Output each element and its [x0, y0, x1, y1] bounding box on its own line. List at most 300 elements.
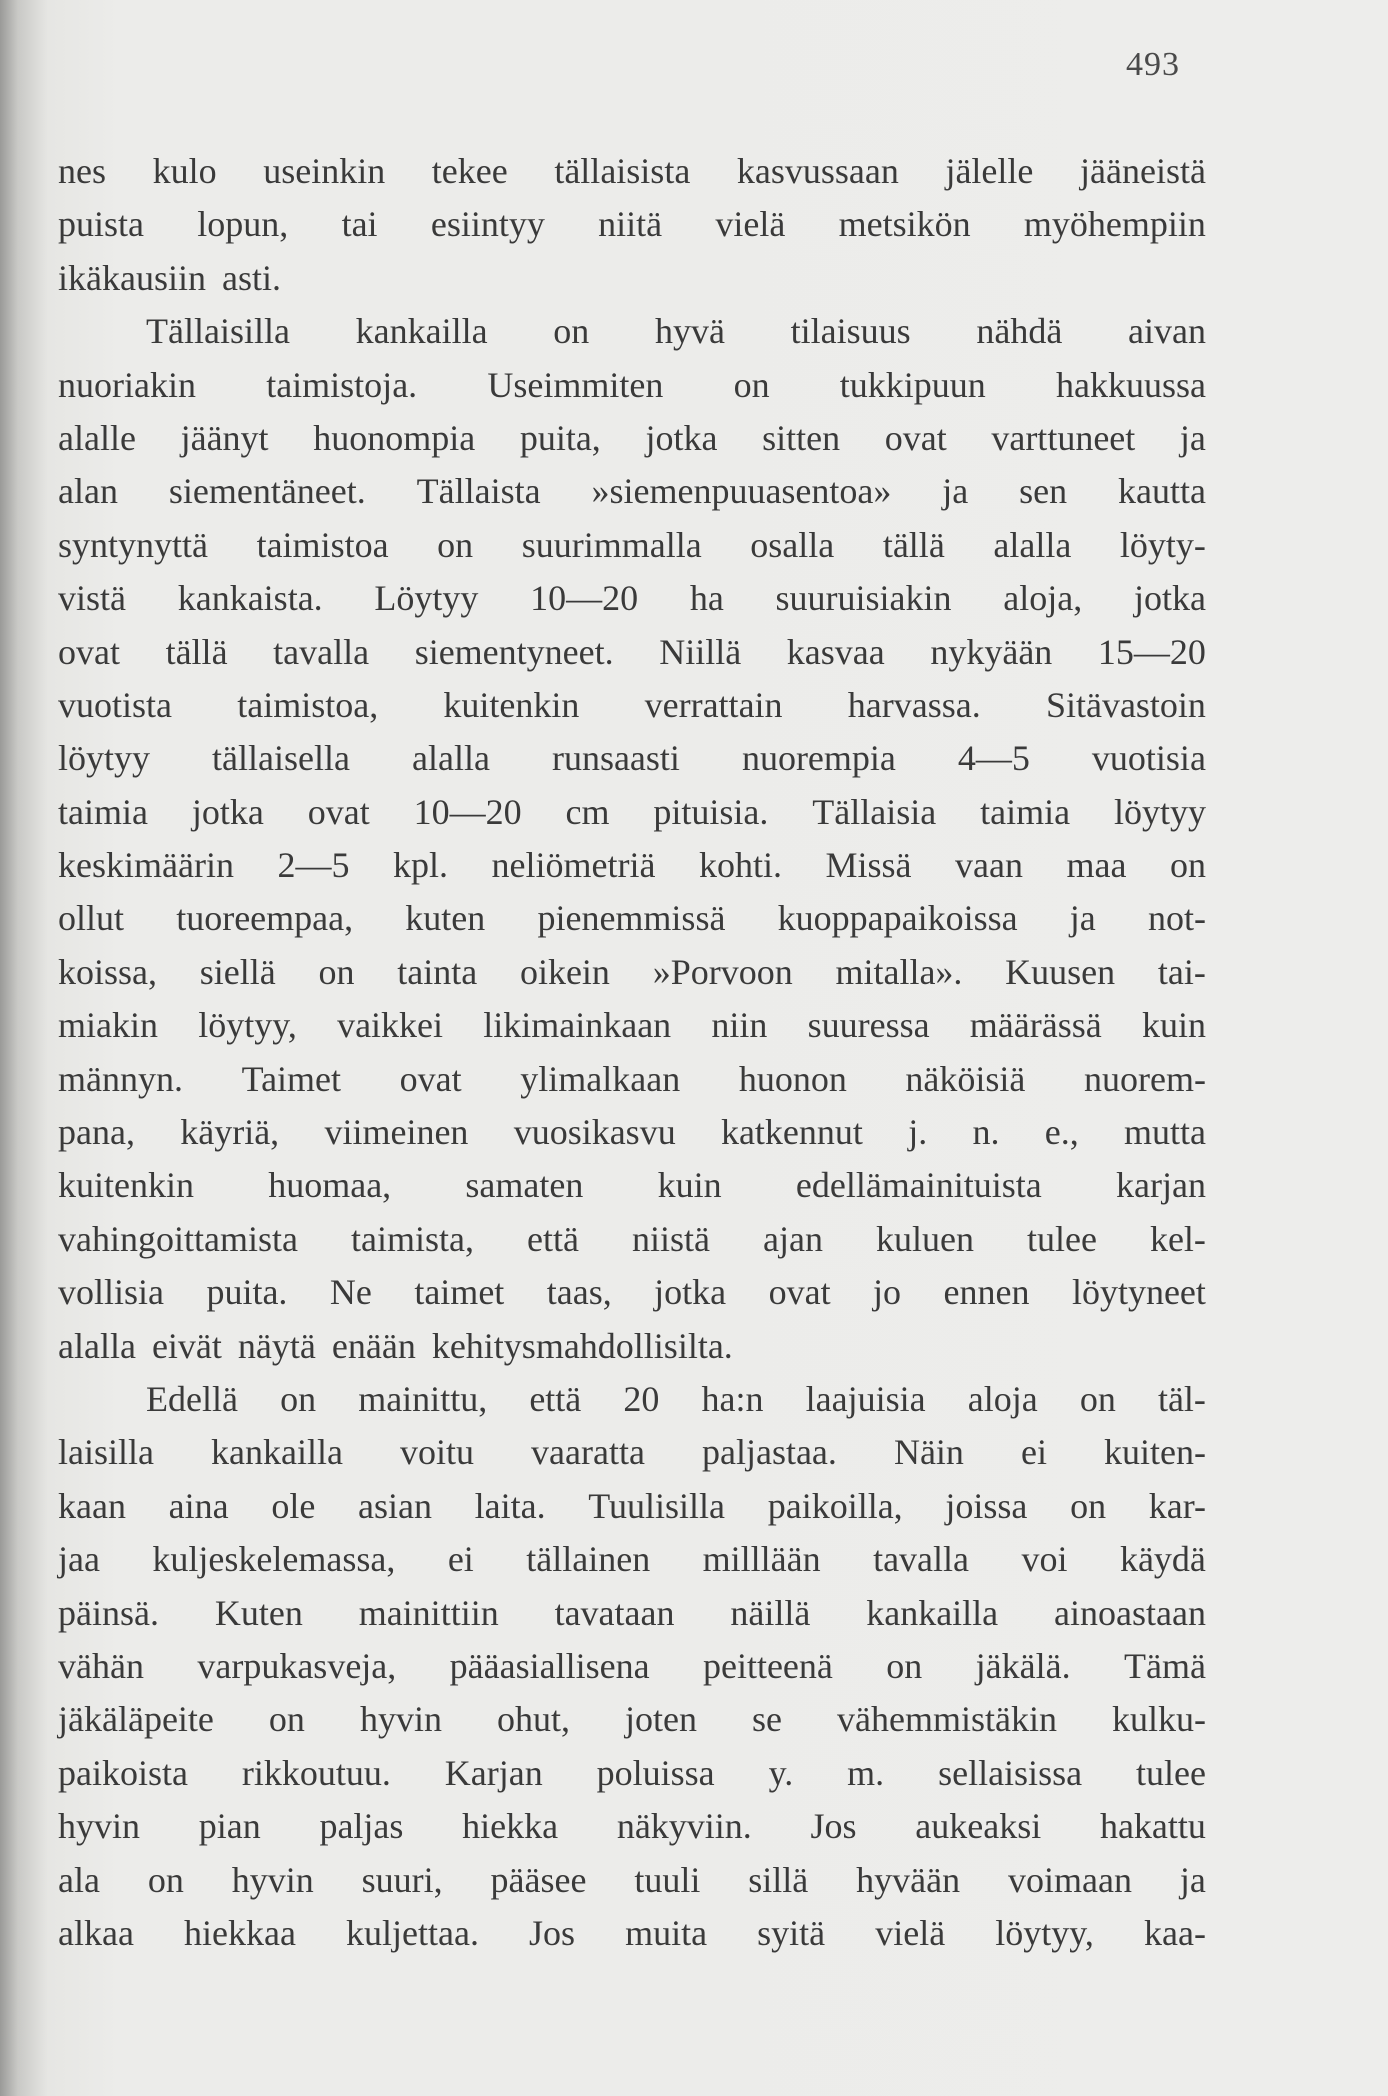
word: mainittiin — [358, 1592, 499, 1633]
word: muita — [625, 1912, 708, 1953]
word: asian — [357, 1485, 432, 1526]
word: sillä — [748, 1859, 809, 1900]
word: tällaisista — [554, 151, 691, 191]
word: ennen — [943, 1272, 1030, 1313]
text-line — [58, 1747, 1206, 1800]
word: kautta — [1118, 471, 1206, 512]
text-line — [58, 1266, 1206, 1319]
word: 10—20 — [530, 578, 639, 619]
word: alalla — [58, 1325, 136, 1366]
word: ha — [689, 578, 724, 619]
word: Näin — [893, 1432, 964, 1473]
word: vistä — [58, 578, 126, 619]
word: kankailla — [211, 1432, 343, 1473]
word: käydä — [1119, 1539, 1206, 1580]
word: nuorempia — [741, 738, 896, 779]
text-line — [58, 1640, 1206, 1693]
word: hyvä — [654, 311, 725, 352]
word: ovat — [768, 1272, 831, 1313]
page-number: 493 — [1126, 46, 1180, 83]
word: Tuulisilla — [588, 1485, 726, 1526]
word: jääneistä — [1080, 151, 1206, 191]
text-line — [58, 1373, 1206, 1426]
word: kohti. — [698, 845, 782, 886]
word: jäkälä. — [975, 1645, 1071, 1686]
word: Tällaisia — [812, 791, 937, 832]
word: paljas — [319, 1806, 404, 1847]
word: myöhempiin — [1023, 204, 1206, 245]
word: niin — [711, 1005, 768, 1046]
text-line — [58, 1320, 1206, 1373]
word: Tämä — [1124, 1645, 1206, 1686]
word: y. — [768, 1752, 794, 1793]
word: ohut, — [496, 1699, 570, 1740]
word: tukkipuun — [839, 364, 986, 405]
word: ovat — [884, 417, 947, 458]
word: suuruisiakin — [775, 578, 952, 619]
word: syntynyttä — [58, 524, 208, 565]
word: on — [1170, 845, 1206, 886]
word: vaaratta — [531, 1432, 645, 1473]
word: mainittu, — [358, 1378, 488, 1419]
word: on — [318, 951, 355, 992]
word: likimainkaan — [483, 1005, 672, 1046]
word: kaa- — [1143, 1912, 1206, 1953]
word: taimistoa — [256, 524, 389, 565]
word: pituisia. — [653, 791, 769, 832]
word: 4—5 — [957, 738, 1030, 779]
word: tällä — [165, 631, 228, 672]
word: jälelle — [945, 151, 1034, 191]
word: kuljeskelemassa, — [152, 1539, 396, 1580]
word: harvassa. — [847, 684, 981, 725]
word: kaan — [58, 1485, 126, 1526]
word: paikoista — [58, 1752, 188, 1793]
word: huonon — [738, 1058, 847, 1099]
word: tulee — [1026, 1218, 1097, 1259]
word: nes — [58, 151, 106, 191]
word: syitä — [757, 1912, 826, 1953]
word: alkaa — [58, 1912, 134, 1953]
text-line — [58, 465, 1206, 518]
word: jotka — [645, 417, 718, 458]
word: näytä — [237, 1325, 316, 1366]
word: tavalla — [873, 1539, 970, 1580]
word: Sitävastoin — [1045, 684, 1206, 725]
word: jäänyt — [180, 417, 269, 458]
word: on — [733, 364, 770, 405]
word: maa — [1066, 845, 1127, 886]
word: sellaisissa — [938, 1752, 1083, 1793]
word: ainoastaan — [1054, 1592, 1206, 1633]
word: taimistoa, — [237, 684, 379, 725]
word: laita. — [474, 1485, 546, 1526]
word: kasvaa — [786, 631, 885, 672]
word: ja — [1179, 1859, 1206, 1900]
word: vielä — [875, 1912, 946, 1953]
word: voi — [1021, 1539, 1068, 1580]
word: nähdä — [976, 311, 1063, 352]
word: kel- — [1149, 1218, 1206, 1259]
word: joissa — [945, 1485, 1028, 1526]
word: määrässä — [969, 1005, 1102, 1046]
word: alalla — [411, 738, 490, 779]
word: taimet — [414, 1272, 505, 1313]
word: käyriä, — [180, 1112, 280, 1153]
word: jaa — [58, 1539, 100, 1580]
word: on — [553, 311, 590, 352]
word: ikäkausiin — [58, 257, 206, 298]
word: kar- — [1148, 1485, 1206, 1526]
word: löytyy — [1113, 791, 1206, 832]
word: siementyneet. — [414, 631, 614, 672]
word: hiekka — [462, 1806, 559, 1847]
word: pana, — [58, 1112, 135, 1153]
word: on — [1079, 1378, 1116, 1419]
word: Jos — [810, 1806, 857, 1847]
text-line — [58, 519, 1206, 572]
word: näillä — [730, 1592, 811, 1633]
word: kpl. — [392, 845, 448, 886]
word: osalla — [750, 524, 835, 565]
word: huomaa, — [268, 1165, 392, 1206]
word: hiekkaa — [184, 1912, 296, 1953]
word: tainta — [397, 951, 478, 992]
word: puista — [58, 204, 144, 245]
word: kuin — [1141, 1005, 1206, 1046]
word: päinsä. — [58, 1592, 159, 1633]
word: Tällaista — [416, 471, 541, 512]
word: mutta — [1123, 1112, 1206, 1153]
word: koissa, — [58, 951, 157, 992]
word: sen — [1019, 471, 1068, 512]
word: »Porvoon — [652, 951, 793, 992]
word: taimista, — [350, 1218, 474, 1259]
word: vielä — [715, 204, 786, 245]
text-line — [58, 1533, 1206, 1586]
text-line — [58, 999, 1206, 1052]
word: vaikkei — [337, 1005, 444, 1046]
word: j. — [908, 1112, 928, 1153]
word: näkyviin. — [616, 1806, 752, 1847]
text-line — [58, 1053, 1206, 1106]
text-line — [58, 1693, 1206, 1746]
word: hyvään — [856, 1859, 961, 1900]
word: vuotisia — [1091, 738, 1206, 779]
word: runsaasti — [551, 738, 680, 779]
text-line — [58, 198, 1206, 251]
word: kankaista. — [177, 578, 323, 619]
word: e., — [1044, 1112, 1079, 1153]
word: on — [147, 1859, 184, 1900]
word: ei — [447, 1539, 474, 1580]
word: hyvin — [58, 1806, 141, 1847]
word: ala — [58, 1859, 100, 1900]
text-line — [58, 1213, 1206, 1266]
text-line — [58, 1159, 1206, 1212]
word: edellämainituista — [795, 1165, 1042, 1206]
word: tällä — [882, 524, 945, 565]
text-line — [58, 1587, 1206, 1640]
word: tekee — [431, 151, 508, 191]
text-line — [58, 679, 1206, 732]
word: voimaan — [1008, 1859, 1132, 1900]
word: jotka — [191, 791, 264, 832]
text-line — [58, 359, 1206, 412]
word: paikoilla, — [767, 1485, 903, 1526]
word: Tällaisilla — [146, 311, 290, 352]
word: vaan — [955, 845, 1023, 886]
text-line — [58, 1426, 1206, 1479]
word: vähemmistäkin — [837, 1699, 1057, 1740]
word: nykyään — [930, 631, 1053, 672]
word: miakin — [58, 1005, 158, 1046]
word: suurimmalla — [521, 524, 702, 565]
word: puita. — [206, 1272, 288, 1313]
word: ylimalkaan — [520, 1058, 681, 1099]
word: alan — [58, 471, 118, 512]
word: suuri, — [361, 1859, 443, 1900]
text-line — [58, 786, 1206, 839]
word: aivan — [1128, 311, 1206, 352]
word: laajuisia — [805, 1378, 926, 1419]
word: m. — [847, 1752, 885, 1793]
word: pian — [198, 1806, 261, 1847]
word: tai — [341, 204, 378, 245]
word: kehitysmahdollisilta. — [431, 1325, 733, 1366]
word: aukeaksi — [915, 1806, 1042, 1847]
word: kuitenkin — [443, 684, 580, 725]
word: näköisiä — [905, 1058, 1026, 1099]
word: kuljettaa. — [346, 1912, 479, 1953]
word: tällainen — [526, 1539, 651, 1580]
word: kuin — [657, 1165, 722, 1206]
word: tilaisuus — [790, 311, 911, 352]
word: pienemmissä — [537, 898, 726, 939]
word: Karjan — [444, 1752, 543, 1793]
word: poluissa — [596, 1752, 715, 1793]
word: rikkoutuu. — [241, 1752, 391, 1793]
text-line — [58, 145, 1206, 198]
word: alalle — [58, 417, 136, 458]
word: kankailla — [866, 1592, 999, 1633]
word: enään — [331, 1325, 416, 1366]
word: että — [526, 1218, 579, 1259]
word: aina — [168, 1485, 229, 1526]
word: jotka — [1133, 578, 1206, 619]
word: varpukasveja, — [197, 1645, 397, 1686]
word: taimistoja. — [266, 364, 418, 405]
word: karjan — [1116, 1165, 1206, 1206]
word: huonompia — [313, 417, 476, 458]
word: voitu — [400, 1432, 475, 1473]
word: ja — [942, 471, 969, 512]
text-line — [58, 946, 1206, 999]
word: Kuusen — [1005, 951, 1116, 992]
word: kuluen — [875, 1218, 974, 1259]
word: löyty- — [1119, 524, 1206, 565]
word: oikein — [519, 951, 610, 992]
word: taimia — [58, 791, 148, 832]
text-line — [58, 1907, 1206, 1960]
word: hyvin — [359, 1699, 442, 1740]
word: on — [437, 524, 474, 565]
word: tavalla — [273, 631, 370, 672]
word: laisilla — [58, 1432, 154, 1473]
word: Kuten — [214, 1592, 303, 1633]
text-line — [58, 626, 1206, 679]
word: milllään — [702, 1539, 821, 1580]
word: Niillä — [659, 631, 742, 672]
word: ja — [1069, 898, 1096, 939]
word: löytyy — [58, 738, 151, 779]
word: ole — [271, 1485, 316, 1526]
word: 2—5 — [277, 845, 350, 886]
word: kankailla — [355, 311, 488, 352]
word: ovat — [58, 631, 120, 672]
word: aloja — [967, 1378, 1038, 1419]
word: viimeinen — [324, 1112, 469, 1153]
word: se — [752, 1699, 782, 1740]
word: 15—20 — [1097, 631, 1206, 672]
word: »siemenpuuasentoa» — [591, 471, 892, 512]
word: kuten — [405, 898, 486, 939]
word: taas, — [546, 1272, 612, 1313]
word: että — [529, 1378, 582, 1419]
word: samaten — [465, 1165, 584, 1206]
word: jotka — [654, 1272, 727, 1313]
text-line — [58, 892, 1206, 945]
word: Taimet — [241, 1058, 342, 1099]
word: tavataan — [554, 1592, 675, 1633]
word: suuressa — [807, 1005, 930, 1046]
text-line — [58, 305, 1206, 358]
word: esiintyy — [430, 204, 545, 245]
word: ei — [1020, 1432, 1047, 1473]
word: on — [1070, 1485, 1107, 1526]
word: löytyneet — [1071, 1272, 1206, 1313]
word: löytyy, — [198, 1005, 297, 1046]
word: alalla — [993, 524, 1072, 565]
word: verrattain — [644, 684, 783, 725]
word: vollisia — [58, 1272, 164, 1313]
word: ajan — [762, 1218, 823, 1259]
word: sitten — [762, 417, 841, 458]
word: eivät — [151, 1325, 222, 1366]
text-line — [58, 1800, 1206, 1853]
word: siellä — [199, 951, 276, 992]
word: on — [886, 1645, 923, 1686]
word: Löytyy — [374, 578, 479, 619]
word: Ne — [329, 1272, 372, 1313]
word: tällaisella — [212, 738, 350, 779]
word: löytyy, — [995, 1912, 1094, 1953]
word: keskimäärin — [58, 845, 234, 886]
word: täl- — [1157, 1378, 1206, 1419]
text-line — [58, 252, 1206, 305]
word: ha:n — [701, 1378, 764, 1419]
word: vuotista — [58, 684, 172, 725]
word: ovat — [307, 791, 370, 832]
word: tuoreempaa, — [176, 898, 354, 939]
word: cm — [565, 791, 610, 832]
word: tai- — [1157, 951, 1206, 992]
word: hakkuussa — [1055, 364, 1206, 405]
word: ja — [1179, 417, 1206, 458]
text-line — [58, 572, 1206, 625]
text-line — [58, 1480, 1206, 1533]
word: mitalla». — [835, 951, 963, 992]
word: paljastaa. — [701, 1432, 837, 1473]
word: jo — [873, 1272, 902, 1313]
word: hakattu — [1099, 1806, 1206, 1847]
word: kulku- — [1112, 1699, 1206, 1740]
word: neliömetriä — [491, 845, 656, 886]
word: kuoppapaikoissa — [777, 898, 1018, 939]
text-line — [58, 839, 1206, 892]
word: männyn. — [58, 1058, 183, 1099]
word: puita, — [519, 417, 601, 458]
word: useinkin — [263, 151, 386, 191]
word: joten — [625, 1699, 697, 1740]
word: on — [280, 1378, 317, 1419]
word: on — [268, 1699, 305, 1740]
body-text — [58, 145, 1206, 1960]
word: tuuli — [634, 1859, 701, 1900]
word: kasvussaan — [736, 151, 899, 191]
word: Jos — [529, 1912, 576, 1953]
word: nuorem- — [1084, 1058, 1206, 1099]
word: 10—20 — [413, 791, 522, 832]
word: kuiten- — [1103, 1432, 1206, 1473]
text-line — [58, 412, 1206, 465]
word: 20 — [623, 1378, 660, 1419]
word: taimia — [980, 791, 1071, 832]
word: pääsee — [490, 1859, 587, 1900]
word: tulee — [1135, 1752, 1206, 1793]
word: lopun, — [197, 204, 289, 245]
word: not- — [1147, 898, 1206, 939]
word: siementäneet. — [168, 471, 366, 512]
word: n. — [972, 1112, 1000, 1153]
word: Edellä — [146, 1378, 238, 1419]
word: niitä — [598, 204, 663, 245]
word: asti. — [221, 257, 281, 298]
word: vähän — [58, 1645, 144, 1686]
word: aloja, — [1003, 578, 1083, 619]
word: vuosikasvu — [513, 1112, 676, 1153]
word: Missä — [825, 845, 912, 886]
word: Useimmiten — [487, 364, 664, 405]
word: jäkäläpeite — [58, 1699, 214, 1740]
word: ovat — [399, 1058, 462, 1099]
word: varttuneet — [991, 417, 1136, 458]
word: vahingoittamista — [58, 1218, 298, 1259]
text-line — [58, 1854, 1206, 1907]
word: ollut — [58, 898, 125, 939]
word: niistä — [631, 1218, 710, 1259]
word: metsikön — [838, 204, 971, 245]
text-line — [58, 732, 1206, 785]
word: katkennut — [720, 1112, 863, 1153]
word: hyvin — [231, 1859, 314, 1900]
word: nuoriakin — [58, 364, 196, 405]
word: kuitenkin — [58, 1165, 194, 1206]
word: kulo — [152, 151, 217, 191]
word: pääasiallisena — [449, 1645, 650, 1686]
text-line — [58, 1106, 1206, 1159]
word: peitteenä — [702, 1645, 833, 1686]
